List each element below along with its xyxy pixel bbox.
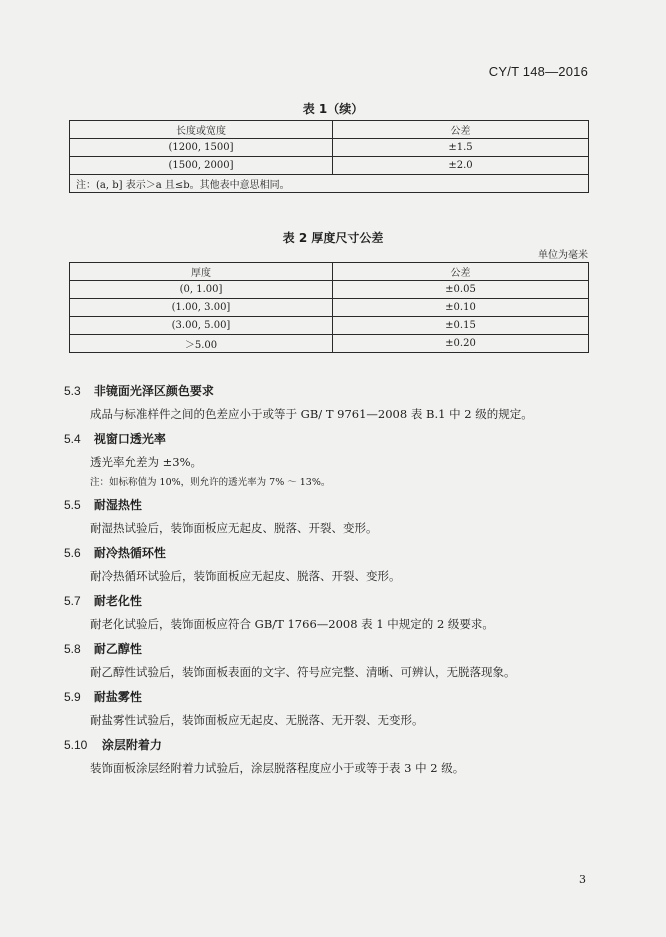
section-text-5-7: 耐老化试验后，装饰面板应符合 GB/T 1766—2008 表 1 中规定的 2 级要求。 (90, 617, 494, 631)
section-heading-5-6 (64, 544, 166, 561)
standard-code: CY/T 148—2016 (488, 64, 588, 79)
table1-col-header: 公差 (333, 121, 589, 139)
section-heading-5-3 (64, 382, 214, 399)
section-number: 5.4 (64, 432, 81, 446)
section-heading-5-4 (64, 430, 166, 447)
section-number: 5.10 (64, 738, 88, 752)
table1-title: 表 1（续） (302, 102, 364, 116)
table1-header-row (70, 121, 589, 139)
table-cell: ＞5.00 (70, 335, 333, 353)
table-row (70, 139, 589, 157)
section-title: 耐盐雾性 (93, 690, 142, 704)
section-title: 视窗口透光率 (93, 432, 166, 446)
section-title: 耐冷热循环性 (93, 546, 166, 560)
section-number: 5.8 (64, 642, 81, 656)
table-cell: ±0.05 (333, 281, 589, 299)
section-number: 5.7 (64, 594, 81, 608)
section-heading-5-8 (64, 640, 142, 657)
page-number: 3 (579, 873, 586, 886)
table1-note: 注：(a, b] 表示＞a 且≤b。其他表中意思相同。 (70, 175, 589, 193)
table2-header-row (70, 263, 589, 281)
table-row (70, 317, 589, 335)
section-text-5-5: 耐湿热试验后，装饰面板应无起皮、脱落、开裂、变形。 (90, 521, 378, 535)
table-row (70, 335, 589, 353)
table-cell: (1500, 2000] (70, 157, 333, 175)
table-row (70, 281, 589, 299)
table-cell: (3.00, 5.00] (70, 317, 333, 335)
section-note-5-4: 注：如标称值为 10%，则允许的透光率为 7% ～ 13%。 (90, 477, 331, 488)
table2-col-header: 厚度 (70, 263, 333, 281)
section-heading-5-10 (64, 736, 162, 753)
table-row (70, 299, 589, 317)
section-heading-5-7 (64, 592, 142, 609)
section-number: 5.9 (64, 690, 81, 704)
table-cell: ±0.15 (333, 317, 589, 335)
section-text-5-3: 成品与标准样件之间的色差应小于或等于 GB/ T 9761—2008 表 B.1 中 2 级的规定。 (90, 407, 533, 421)
table1 (69, 120, 589, 193)
section-text-5-4: 透光率允差为 ±3%。 (90, 455, 203, 469)
section-number: 5.6 (64, 546, 81, 560)
section-number: 5.5 (64, 498, 81, 512)
table-cell: ±0.20 (333, 335, 589, 353)
table-cell: ±2.0 (333, 157, 589, 175)
section-text-5-10: 装饰面板涂层经附着力试验后，涂层脱落程度应小于或等于表 3 中 2 级。 (90, 761, 465, 775)
table-cell: ±0.10 (333, 299, 589, 317)
section-heading-5-9 (64, 688, 142, 705)
table1-col-header: 长度或宽度 (70, 121, 333, 139)
section-number: 5.3 (64, 384, 81, 398)
table2-col-header: 公差 (333, 263, 589, 281)
section-title: 耐湿热性 (93, 498, 142, 512)
section-heading-5-5 (64, 496, 142, 513)
table-row (70, 175, 589, 193)
section-title: 耐乙醇性 (93, 642, 142, 656)
table-row (70, 157, 589, 175)
table-cell: (1.00, 3.00] (70, 299, 333, 317)
section-title: 涂层附着力 (101, 738, 162, 752)
section-text-5-6: 耐冷热循环试验后，装饰面板应无起皮、脱落、开裂、变形。 (90, 569, 401, 583)
table-cell: (1200, 1500] (70, 139, 333, 157)
section-title: 耐老化性 (93, 594, 142, 608)
table-cell: (0, 1.00] (70, 281, 333, 299)
section-text-5-8: 耐乙醇性试验后，装饰面板表面的文字、符号应完整、清晰、可辨认，无脱落现象。 (90, 665, 516, 679)
table-cell: ±1.5 (333, 139, 589, 157)
table2-unit: 单位为毫米 (538, 250, 588, 261)
section-title: 非镜面光泽区颜色要求 (93, 384, 214, 398)
table2-title: 表 2 厚度尺寸公差 (282, 231, 384, 245)
section-text-5-9: 耐盐雾性试验后，装饰面板应无起皮、无脱落、无开裂、无变形。 (90, 713, 424, 727)
table2 (69, 262, 589, 353)
